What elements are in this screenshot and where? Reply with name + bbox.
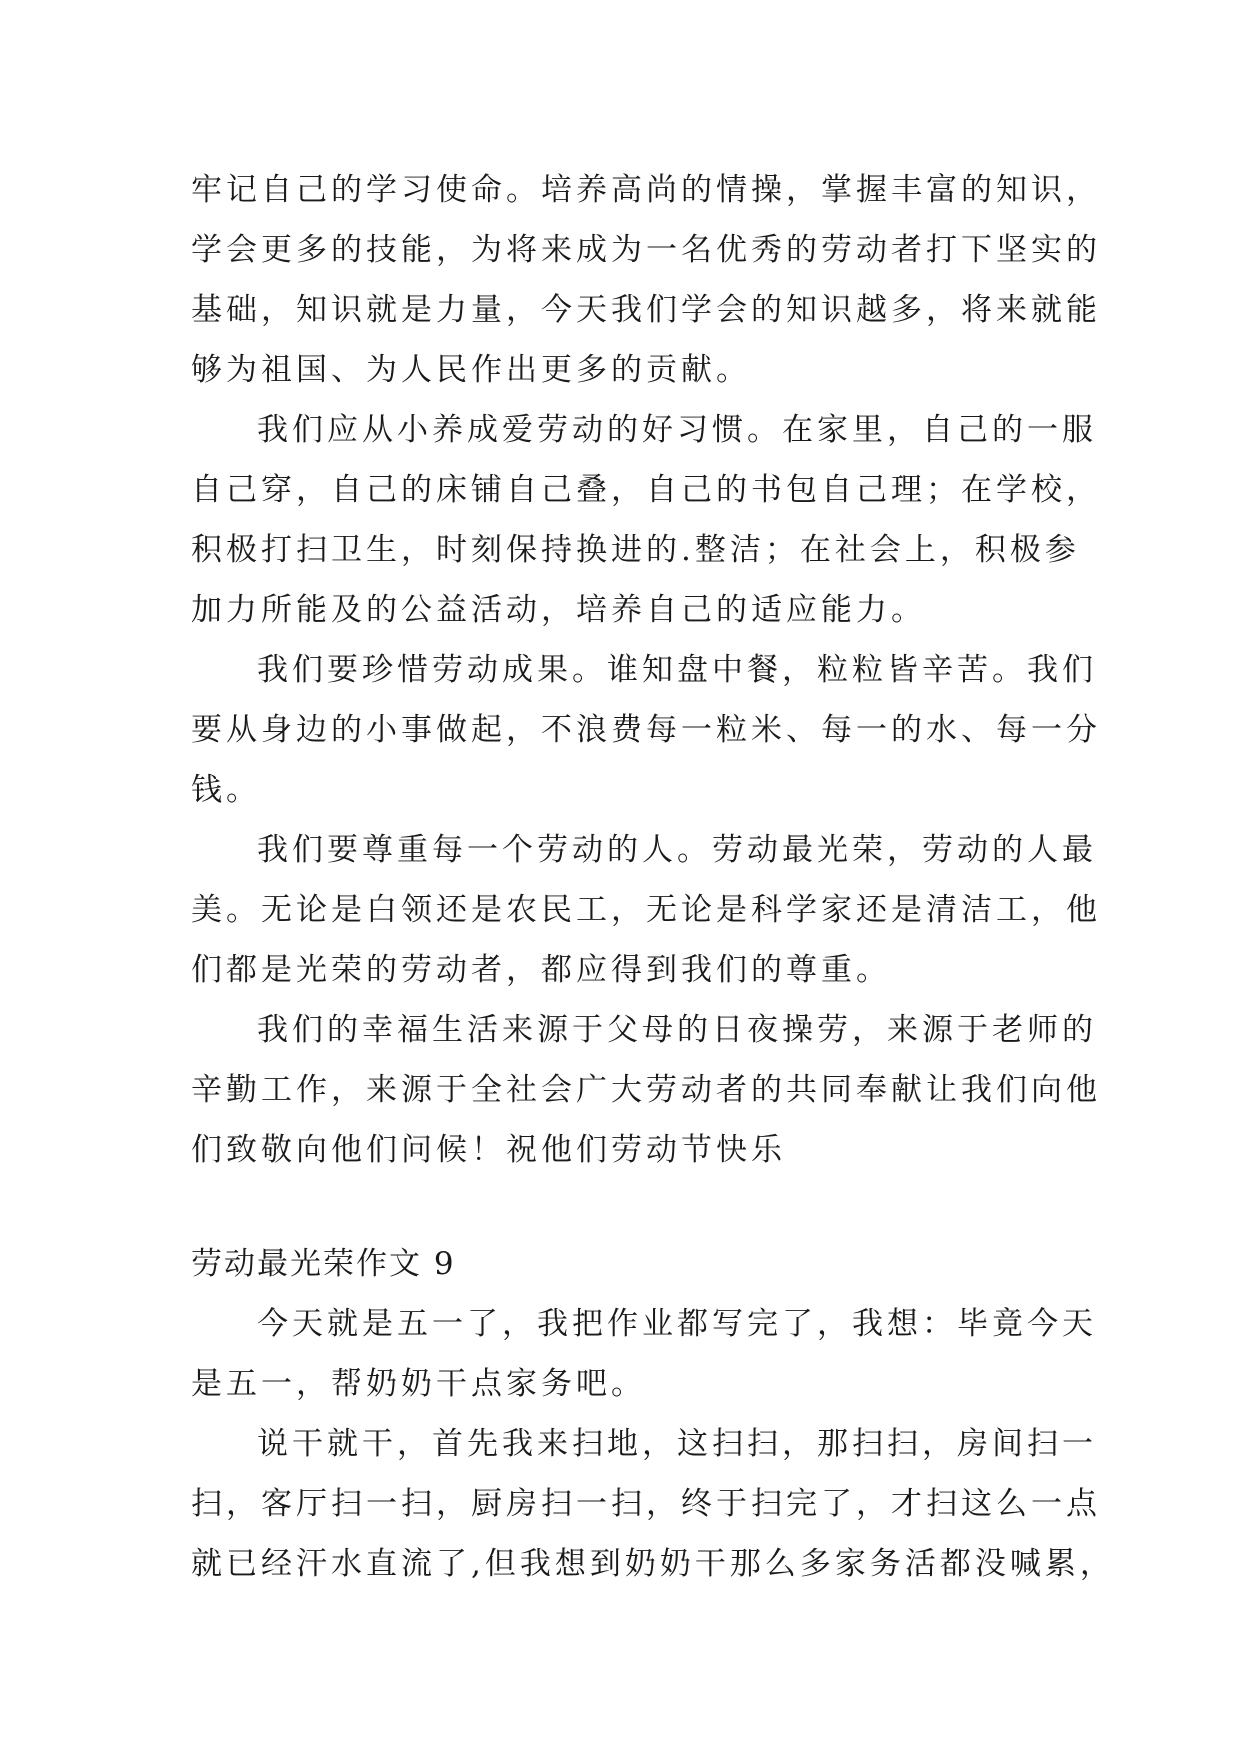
article-part-2 <box>191 1294 1115 1594</box>
text-line: 牢 记 自 己 的 学 习 使 命 。 培 养 高 尚 的 情 操 ， 掌 握 丰 富 的 知 识 ， <box>191 172 1101 208</box>
text-line: 我 们 的 幸 福 生 活 来 源 于 父 母 的 日 夜 操 劳 ， 来 源 于 老 师 的 <box>257 1012 1097 1048</box>
text-line: 加力所能及的公益活动，培养自己的适应能力。 <box>191 592 926 628</box>
text-line: 就已经汗水直流了,但我想到奶奶干那么多家务活都没喊累， <box>191 1546 1115 1582</box>
text-line: 我 们 要 珍 惜 劳 动 成 果 。 谁 知 盘 中 餐 ， 粒 粒 皆 辛 苦 。 我 们 <box>257 652 1097 688</box>
text-line: 我 们 要 尊 重 每 一 个 劳 动 的 人 。 劳 动 最 光 荣 ， 劳 动 的 人 最 <box>257 832 1097 868</box>
text-line: 美 。 无 论 是 白 领 还 是 农 民 工 ， 无 论 是 科 学 家 还 是 清 洁 工 ， 他 <box>191 892 1101 928</box>
text-line: 辛 勤 工 作 ， 来 源 于 全 社 会 广 大 劳 动 者 的 共 同 奉 献 让 我 们 向 他 <box>191 1072 1101 1108</box>
text-line: 说 干 就 干 ， 首 先 我 来 扫 地 ， 这 扫 扫 ， 那 扫 扫 ， 房 间 扫 一 <box>257 1426 1097 1462</box>
document-body <box>191 160 1115 1594</box>
text-line: 我 们 应 从 小 养 成 爱 劳 动 的 好 习 惯 。 在 家 里 ， 自 己 的 一 服 <box>257 412 1097 448</box>
article-part-1 <box>191 160 1101 1180</box>
text-line: 扫 ， 客 厅 扫 一 扫 ， 厨 房 扫 一 扫 ， 终 于 扫 完 了 ， 才 扫 这 么 一 点 <box>191 1486 1101 1522</box>
text-line: 们致敬向他们问候！祝他们劳动节快乐 <box>191 1132 786 1168</box>
paragraph <box>191 1000 1101 1180</box>
text-line: 基 础 ， 知 识 就 是 力 量 ， 今 天 我 们 学 会 的 知 识 越 多 ， 将 来 就 能 <box>191 292 1101 328</box>
paragraph <box>191 160 1101 400</box>
text-line: 们都是光荣的劳动者，都应得到我们的尊重。 <box>191 952 891 988</box>
paragraph <box>191 1294 1097 1414</box>
paragraph <box>191 640 1101 820</box>
text-line: 自 己 穿 ， 自 己 的 床 铺 自 己 叠 ， 自 己 的 书 包 自 己 理 ； 在 学 校 ， <box>191 472 1101 508</box>
text-line: 要 从 身 边 的 小 事 做 起 ， 不 浪 费 每 一 粒 米 、 每 一 的 水 、 每 一 分 <box>191 712 1101 748</box>
text-line: 是五一，帮奶奶干点家务吧。 <box>191 1366 646 1402</box>
paragraph <box>191 1414 1115 1594</box>
text-line: 够为祖国、为人民作出更多的贡献。 <box>191 352 751 388</box>
paragraph <box>191 820 1101 1000</box>
text-line: 积 极 打 扫 卫 生 ， 时 刻 保 持 换 进 的 . 整 洁 ； 在 社 会 上 ， 积 极 参 <box>191 532 1080 568</box>
text-line: 钱。 <box>191 772 261 808</box>
section-title: 劳动最光荣作文 9 <box>191 1246 456 1282</box>
paragraph <box>191 400 1101 640</box>
text-line: 今 天 就 是 五 一 了 ， 我 把 作 业 都 写 完 了 ， 我 想 ： 毕 竟 今 天 <box>257 1306 1097 1342</box>
section-gap <box>191 1180 1051 1234</box>
text-line: 学 会 更 多 的 技 能 ， 为 将 来 成 为 一 名 优 秀 的 劳 动 者 打 下 坚 实 的 <box>191 232 1101 268</box>
